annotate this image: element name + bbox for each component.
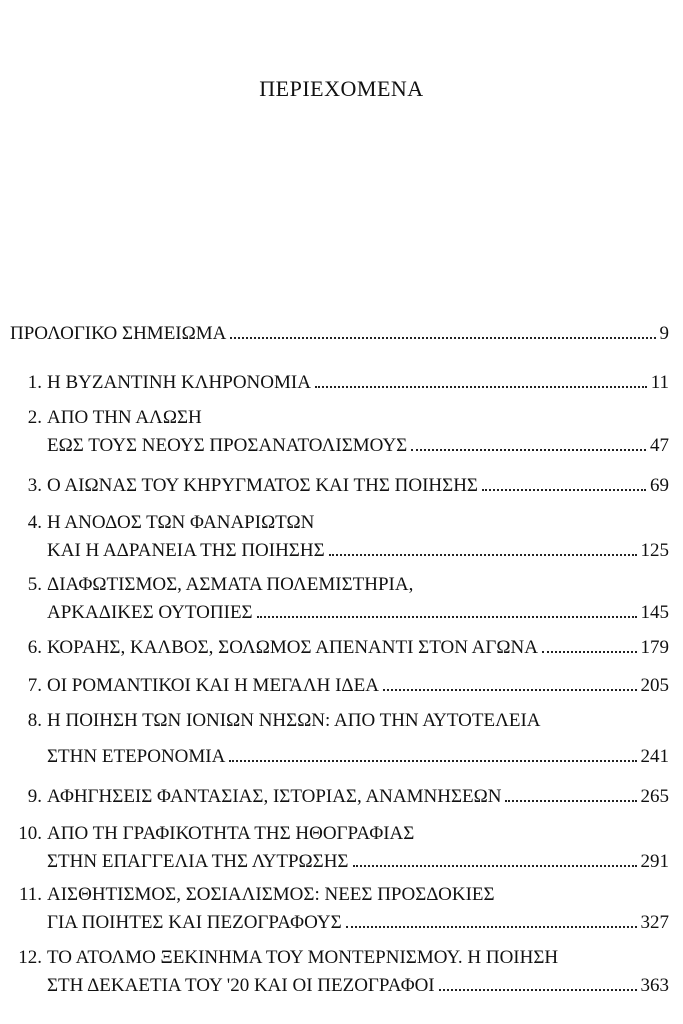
toc-entry-title-line: ΣΤΗ ΔΕΚΑΕΤΙΑ ΤΟΥ '20 ΚΑΙ ΟΙ ΠΕΖΟΓΡΑΦΟΙ [47, 975, 435, 996]
toc-entry-page: 265 [640, 786, 669, 807]
toc-entry-title-line: Η ΑΝΟΔΟΣ ΤΩΝ ΦΑΝΑΡΙΩΤΩΝ [47, 512, 315, 533]
toc-entry-page: 47 [650, 435, 669, 456]
toc-entry-title-line: ΟΙ ΡΟΜΑΝΤΙΚΟΙ ΚΑΙ Η ΜΕΓΑΛΗ ΙΔΕΑ [47, 675, 379, 696]
toc-entry-page: 69 [650, 475, 669, 496]
toc-entry-number: 12. [18, 947, 42, 968]
leader-dots [229, 759, 636, 762]
leader-dots [505, 799, 636, 802]
leader-dots [257, 615, 637, 618]
toc-entry-page: 125 [640, 540, 669, 561]
leader-dots [542, 650, 637, 653]
toc-entry-number: 11. [18, 884, 42, 905]
toc-entry-title-line: ΑΠΟ ΤΗ ΓΡΑΦΙΚΟΤΗΤΑ ΤΗΣ ΗΘΟΓΡΑΦΙΑΣ [47, 823, 415, 844]
toc-entry-number: 10. [18, 823, 42, 844]
leader-dots [329, 553, 637, 556]
toc-entry-row [47, 674, 669, 698]
toc-entry-row [47, 974, 669, 998]
toc-entry-title-line: ΚΑΙ Η ΑΔΡΑΝΕΙΑ ΤΗΣ ΠΟΙΗΣΗΣ [47, 540, 325, 561]
toc-entry-title-line: ΑΡΚΑΔΙΚΕΣ ΟΥΤΟΠΙΕΣ [47, 602, 253, 623]
toc-entry-number: 2. [27, 407, 42, 428]
toc-entry-title-line: ΕΩΣ ΤΟΥΣ ΝΕΟΥΣ ΠΡΟΣΑΝΑΤΟΛΙΣΜΟΥΣ [47, 435, 408, 456]
toc-entry-row [47, 601, 669, 625]
toc-entry-page: 145 [640, 602, 669, 623]
leader-dots [383, 688, 637, 691]
toc-entry-title-line: ΑΙΣΘΗΤΙΣΜΟΣ, ΣΟΣΙΑΛΙΣΜΟΣ: ΝΕΕΣ ΠΡΟΣΔΟΚΙΕΣ [47, 884, 495, 905]
toc-entry-number: 7. [27, 675, 42, 696]
toc-entry-title-line: ΤΟ ΑΤΟΛΜΟ ΞΕΚΙΝΗΜΑ ΤΟΥ ΜΟΝΤΕΡΝΙΣΜΟΥ. Η ΠΟΙΗΣΗ [47, 947, 559, 968]
leader-dots [346, 925, 637, 928]
toc-entry-number: 3. [27, 475, 42, 496]
toc-entry-number: 1. [27, 372, 42, 393]
toc-entry-row [47, 474, 669, 498]
toc-entry-page: 241 [640, 746, 669, 767]
toc-entry-number: 5. [27, 574, 42, 595]
toc-entry-number: 6. [27, 637, 42, 658]
leader-dots [439, 988, 637, 991]
toc-entry-title-line: Η ΠΟΙΗΣΗ ΤΩΝ ΙΟΝΙΩΝ ΝΗΣΩΝ: ΑΠΟ ΤΗΝ ΑΥΤΟΤΕΛΕΙΑ [47, 710, 541, 731]
toc-entry-page: 205 [640, 675, 669, 696]
toc-entry-title-line: Η ΒΥΖΑΝΤΙΝΗ ΚΛΗΡΟΝΟΜΙΑ [47, 372, 311, 393]
toc-entry-title-line: ΣΤΗΝ ΕΤΕΡΟΝΟΜΙΑ [47, 746, 226, 767]
toc-entry-row [47, 371, 669, 395]
toc-entry-row [47, 850, 669, 874]
toc-entry-title-line: ΣΤΗΝ ΕΠΑΓΓΕΛΙΑ ΤΗΣ ΛΥΤΡΩΣΗΣ [47, 851, 349, 872]
toc-entry-title-line: ΑΦΗΓΗΣΕΙΣ ΦΑΝΤΑΣΙΑΣ, ΙΣΤΟΡΙΑΣ, ΑΝΑΜΝΗΣΕΩΝ [47, 786, 502, 807]
toc-entry-page: 179 [640, 637, 669, 658]
leader-dots [315, 385, 647, 388]
toc-entry-row [47, 539, 669, 563]
toc-prologue-label: ΠΡΟΛΟΓΙΚΟ ΣΗΜΕΙΩΜΑ [10, 323, 227, 344]
leader-dots [230, 336, 655, 339]
toc-entry-row [47, 434, 669, 458]
toc-entry-row [47, 636, 669, 660]
toc-entry-number: 9. [27, 786, 42, 807]
toc-entry-row [47, 745, 669, 769]
toc-prologue [10, 322, 669, 346]
toc-entry-number: 4. [27, 512, 42, 533]
toc-entry-page: 363 [640, 975, 669, 996]
toc-entry-title-line: Ο ΑΙΩΝΑΣ ΤΟΥ ΚΗΡΥΓΜΑΤΟΣ ΚΑΙ ΤΗΣ ΠΟΙΗΣΗΣ [47, 475, 478, 496]
toc-prologue-page: 9 [659, 323, 669, 344]
leader-dots [353, 864, 637, 867]
toc-entry-title-line: ΓΙΑ ΠΟΙΗΤΕΣ ΚΑΙ ΠΕΖΟΓΡΑΦΟΥΣ [47, 912, 342, 933]
toc-entry-row [47, 785, 669, 809]
toc-entry-page: 11 [650, 372, 669, 393]
toc-entry-number: 8. [27, 710, 42, 731]
leader-dots [411, 448, 646, 451]
toc-entry-page: 291 [640, 851, 669, 872]
toc-entry-title-line: ΔΙΑΦΩΤΙΣΜΟΣ, ΑΣΜΑΤΑ ΠΟΛΕΜΙΣΤΗΡΙΑ, [47, 574, 414, 595]
leader-dots [482, 488, 646, 491]
toc-entry-title-line: ΑΠΟ ΤΗΝ ΑΛΩΣΗ [47, 407, 202, 428]
toc-entry-title-line: ΚΟΡΑΗΣ, ΚΑΛΒΟΣ, ΣΟΛΩΜΟΣ ΑΠΕΝΑΝΤΙ ΣΤΟΝ ΑΓΩΝΑ [47, 637, 538, 658]
page-title: ΠΕΡΙΕΧΟΜΕΝΑ [259, 76, 424, 101]
toc-entry-row [47, 911, 669, 935]
toc-entry-page: 327 [640, 912, 669, 933]
